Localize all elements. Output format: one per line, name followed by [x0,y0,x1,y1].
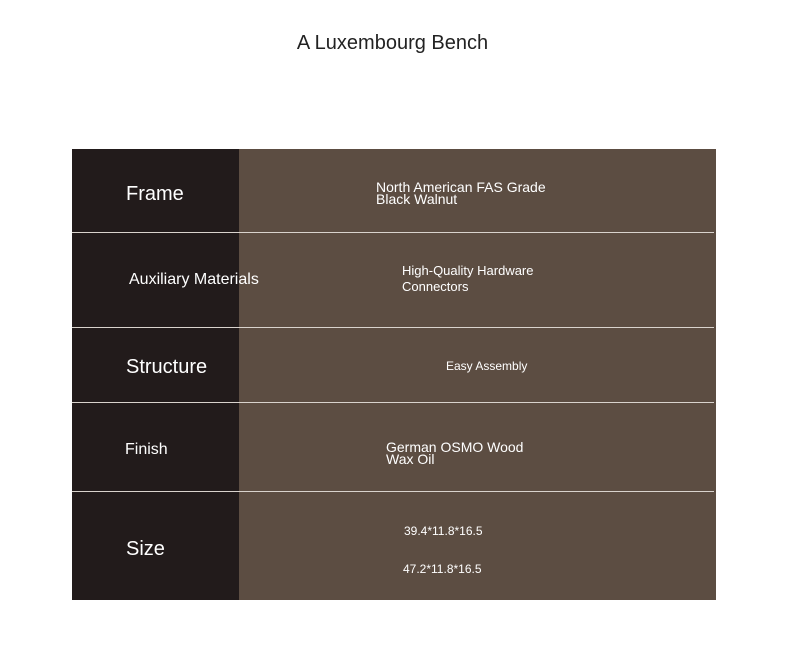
row-divider [72,402,714,403]
page-title: A Luxembourg Bench [296,32,489,54]
row-value-size-2 [403,562,482,576]
row-value-finish [386,441,523,465]
row-label-frame: Frame [126,183,184,205]
row-label-finish: Finish [125,441,168,458]
row-label-auxiliary-materials: Auxiliary Materials [129,271,259,288]
row-value-line: North American FAS Grade [376,179,546,195]
row-value-line: Wax Oil [386,451,435,467]
row-divider [72,491,714,492]
row-divider [72,232,714,233]
row-value-size-1 [404,524,483,538]
row-value-line: Easy Assembly [446,359,528,373]
row-label-size: Size [126,538,165,560]
row-value-structure [446,359,527,373]
row-value-line: High-Quality Hardware [402,263,534,278]
row-value-frame [376,181,546,205]
row-divider [72,327,714,328]
row-label-structure: Structure [126,356,208,378]
row-value-line: 39.4*11.8*16.5 [404,524,483,538]
spec-table [72,149,716,600]
row-value-line: German OSMO Wood [386,439,524,455]
row-value-line: Connectors [402,279,469,294]
row-value-line: Black Walnut [376,191,458,207]
row-value-line: 47.2*11.8*16.5 [403,562,482,576]
row-value-auxiliary-materials [402,263,534,295]
